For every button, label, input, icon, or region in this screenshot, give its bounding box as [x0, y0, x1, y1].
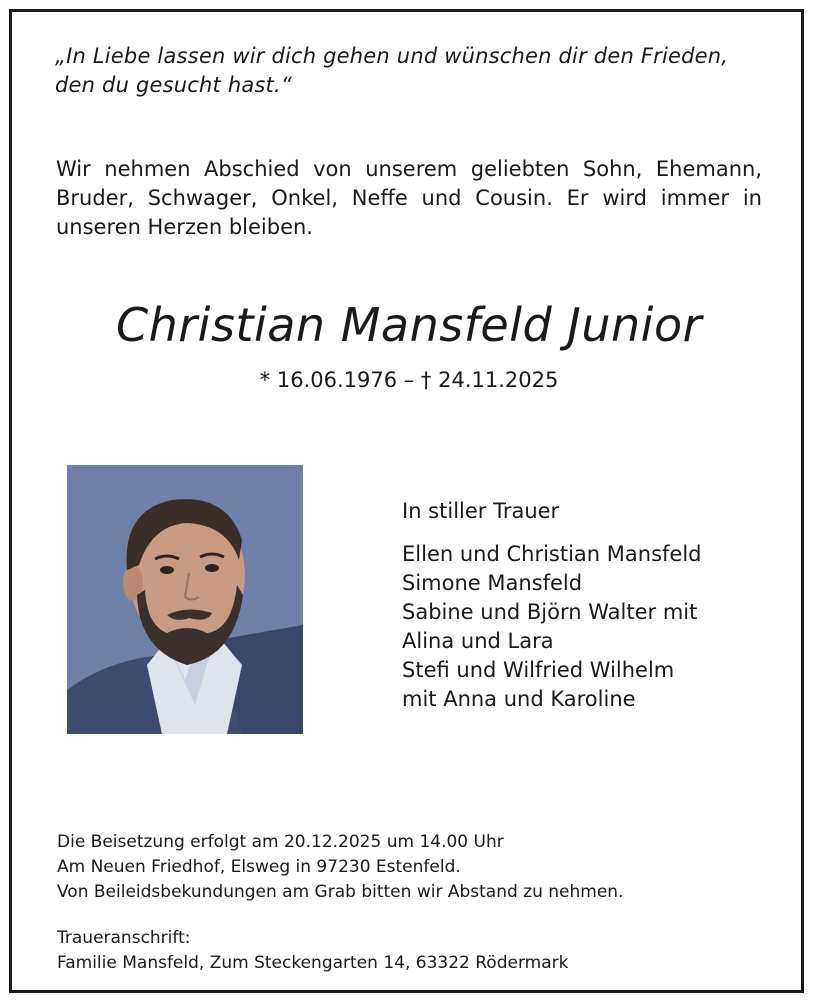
- intro-line: unseren Herzen bleiben.: [56, 215, 313, 239]
- address-value: Familie Mansfeld, Zum Steckengarten 14, 63322 Rödermark: [57, 953, 569, 973]
- mourner-line: Simone Mansfeld: [402, 571, 583, 595]
- mourner-line: mit Anna und Karoline: [402, 687, 636, 711]
- mourner-line: Ellen und Christian Mansfeld: [402, 542, 702, 566]
- mourners: [402, 497, 782, 714]
- mourner-list: [402, 540, 782, 714]
- quote-line: „In Liebe lassen wir dich gehen und wünschen dir den Frieden,: [55, 44, 729, 68]
- life-dates: * 16.06.1976 – † 24.11.2025: [259, 368, 559, 392]
- mourning-lead: In stiller Trauer: [402, 499, 560, 523]
- mourner-line: Stefi und Wilfried Wilhelm: [402, 658, 675, 682]
- funeral-line: Am Neuen Friedhof, Elsweg in 97230 Estenfeld.: [57, 857, 461, 877]
- mourning-address: [57, 926, 777, 976]
- mourner-line: Alina und Lara: [402, 629, 554, 653]
- mourner-line: Sabine und Björn Walter mit: [402, 600, 698, 624]
- intro-line: Bruder, Schwager, Onkel, Neffe und Cousin. Er wird immer in: [56, 186, 762, 210]
- intro-line: Wir nehmen Abschied von unserem geliebten Sohn, Ehemann,: [56, 157, 762, 181]
- quote-line: den du gesucht hast.“: [55, 73, 292, 97]
- intro-text: [56, 155, 762, 242]
- funeral-info: [57, 830, 777, 905]
- address-label: Traueranschrift:: [57, 928, 191, 948]
- funeral-line: Die Beisetzung erfolgt am 20.12.2025 um 14.00 Uhr: [57, 832, 504, 852]
- quote: [55, 42, 765, 100]
- portrait-illustration: [67, 465, 303, 734]
- portrait-photo: [67, 465, 303, 734]
- funeral-line: Von Beileidsbekundungen am Grab bitten wir Abstand zu nehmen.: [57, 882, 624, 902]
- deceased-name: Christian Mansfeld Junior: [115, 298, 703, 352]
